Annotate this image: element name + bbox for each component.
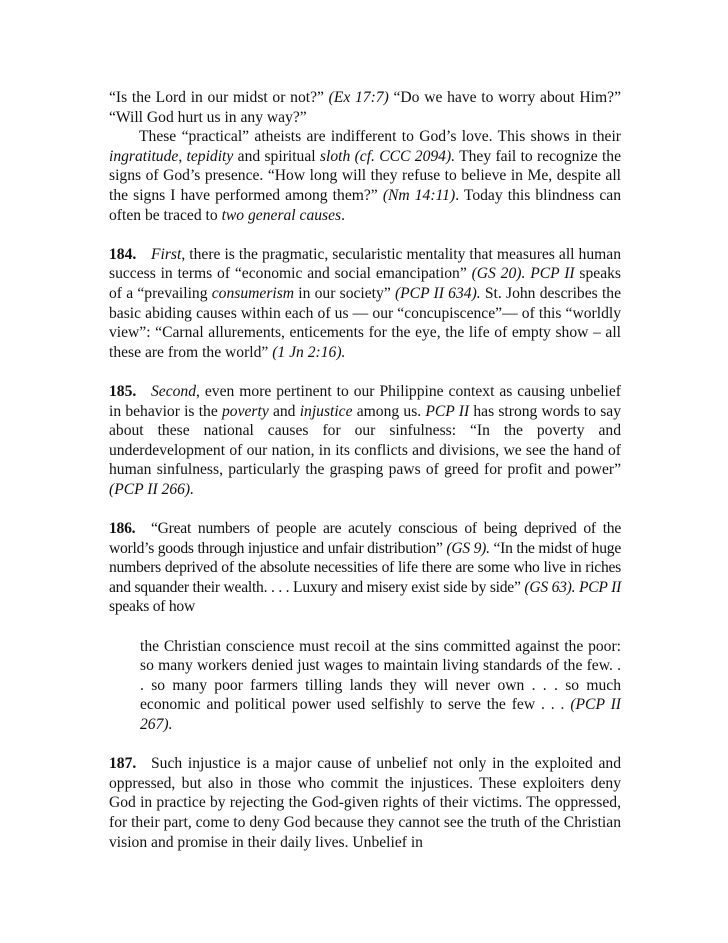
citation: (Nm 14:11): [382, 186, 456, 204]
paragraph-gap: [109, 225, 621, 245]
citation: (Ex 17:7): [328, 89, 389, 106]
citation: (PCP II 634).: [394, 284, 481, 302]
document-page: [109, 88, 621, 852]
citation: (cf. CCC 2094).: [350, 147, 456, 165]
citation: (GS 20). PCP II: [471, 265, 575, 283]
paragraph-gap: [109, 499, 621, 519]
paragraph-gap: [109, 735, 621, 755]
paragraph-number: 187.: [109, 755, 137, 773]
citation: (PCP II 267).: [140, 696, 621, 733]
practical-atheists-paragraph: These “practical” atheists are indifferent to God’s love. This shows in their ingratitude, tepidity and spiritual sloth (cf. CCC 2094). They fail to recognize the signs of God’s presence. “How long will they refuse to believe in Me, despite all the signs I have performed among them?” (Nm 14:11). Today this blindness can often be traced to two general causes.: [109, 128, 622, 224]
citation: (GS 9).: [446, 539, 490, 557]
citation: (GS 63). PCP II: [524, 578, 622, 596]
citation: (PCP II 266).: [109, 480, 195, 498]
paragraph-number: 184.: [109, 245, 137, 263]
paragraph-gap: [109, 617, 621, 637]
intro-paragraph: “Is the Lord in our midst or not?” (Ex 17:7) “Do we have to worry about Him?” “Will God hurt us in any way?”: [109, 89, 621, 126]
paragraph-187: 187. Such injustice is a major cause of unbelief not only in the exploited and oppressed, but also in those who commit the injustices. These exploiters deny God in practice by rejecting the God-given rights of their victims. The oppressed, for their part, come to deny God because they cannot see the truth of the Christian vision and promise in their daily lives. Unbelief in: [109, 755, 621, 851]
paragraph-number: 185.: [109, 382, 137, 400]
paragraph-185: 185. Second, even more pertinent to our Philippine context as causing unbelief in behavior is the poverty and injustice among us. PCP II has strong words to say about these national causes for our sinfulness: “In the poverty and underdevelopment of our nation, in its conflicts and divisions, we see the hand of human sinfulness, particularly the grasping paws of greed for profit and power” (PCP II 266).: [109, 382, 621, 498]
paragraph-number: 186.: [109, 520, 136, 538]
paragraph-gap: [109, 362, 621, 382]
paragraph-186: 186. “Great numbers of people are acutely conscious of being deprived of the world’s goods through injustice and unfair distribution” (GS 9). “In the midst of huge numbers deprived of the absolute necessities of life there are some who live in riches and squander their wealth. . . . Luxury and misery exist side by side” (GS 63). PCP II speaks of how: [109, 520, 622, 616]
citation: (1 Jn 2:16).: [272, 343, 346, 361]
block-quote: the Christian conscience must recoil at the sins committed against the poor: so many workers denied just wages to maintain living standards of the few. . . so many poor farmers tilling lands they will never own . . . so much economic and political power used selfishly to serve the few . . . (PCP II 267).: [140, 637, 621, 733]
paragraph-184: 184. First, there is the pragmatic, secularistic mentality that measures all human success in terms of “economic and social emancipation” (GS 20). PCP II speaks of a “prevailing consumerism in our society” (PCP II 634). St. John describes the basic abiding causes within each of us — our “concupiscence”— of this “worldly view”: “Carnal allurements, enticements for the eye, the life of empty show – all these are from the world” (1 Jn 2:16).: [109, 245, 622, 361]
